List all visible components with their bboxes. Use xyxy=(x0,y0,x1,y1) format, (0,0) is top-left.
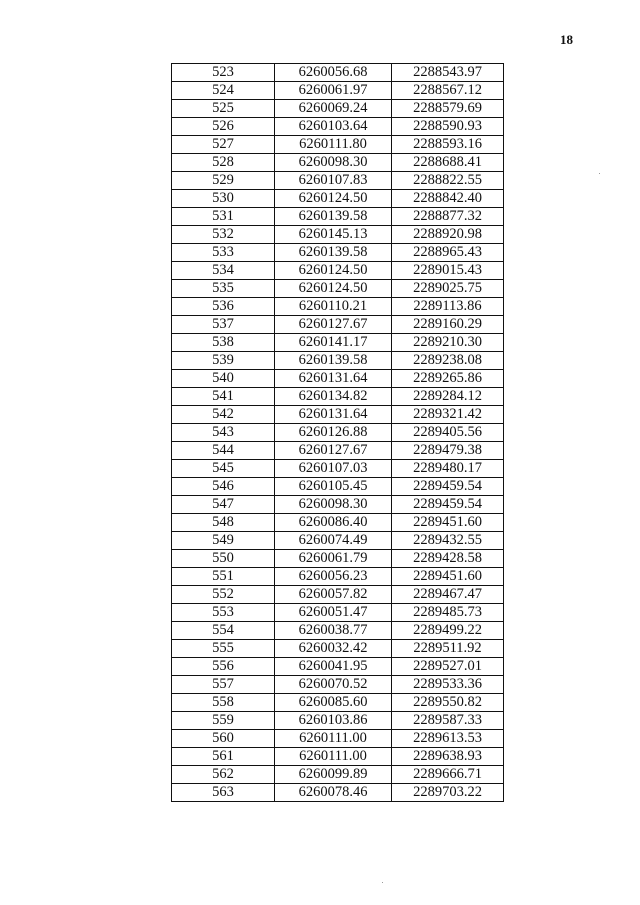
x-coordinate-cell: 6260070.52 xyxy=(275,676,392,694)
x-coordinate-cell: 6260061.79 xyxy=(275,550,392,568)
table-row xyxy=(172,550,504,568)
table-row xyxy=(172,406,504,424)
y-coordinate-cell: 2289587.33 xyxy=(392,712,504,730)
x-coordinate-cell: 6260086.40 xyxy=(275,514,392,532)
table-row xyxy=(172,316,504,334)
y-coordinate-cell: 2289015.43 xyxy=(392,262,504,280)
y-coordinate-cell: 2289480.17 xyxy=(392,460,504,478)
x-coordinate-cell: 6260141.17 xyxy=(275,334,392,352)
point-number-cell: 548 xyxy=(172,514,275,532)
table-row xyxy=(172,676,504,694)
x-coordinate-cell: 6260124.50 xyxy=(275,262,392,280)
y-coordinate-cell: 2288590.93 xyxy=(392,118,504,136)
y-coordinate-cell: 2289533.36 xyxy=(392,676,504,694)
x-coordinate-cell: 6260124.50 xyxy=(275,280,392,298)
point-number-cell: 562 xyxy=(172,766,275,784)
y-coordinate-cell: 2289499.22 xyxy=(392,622,504,640)
x-coordinate-cell: 6260051.47 xyxy=(275,604,392,622)
point-number-cell: 555 xyxy=(172,640,275,658)
x-coordinate-cell: 6260103.86 xyxy=(275,712,392,730)
point-number-cell: 537 xyxy=(172,316,275,334)
table-row xyxy=(172,658,504,676)
point-number-cell: 531 xyxy=(172,208,275,226)
x-coordinate-cell: 6260061.97 xyxy=(275,82,392,100)
point-number-cell: 559 xyxy=(172,712,275,730)
y-coordinate-cell: 2289703.22 xyxy=(392,784,504,802)
point-number-cell: 523 xyxy=(172,64,275,82)
x-coordinate-cell: 6260074.49 xyxy=(275,532,392,550)
y-coordinate-cell: 2289666.71 xyxy=(392,766,504,784)
x-coordinate-cell: 6260107.03 xyxy=(275,460,392,478)
table-row xyxy=(172,226,504,244)
x-coordinate-cell: 6260056.23 xyxy=(275,568,392,586)
y-coordinate-cell: 2289527.01 xyxy=(392,658,504,676)
table-row xyxy=(172,496,504,514)
table-row xyxy=(172,244,504,262)
scan-speck xyxy=(382,882,383,883)
x-coordinate-cell: 6260110.21 xyxy=(275,298,392,316)
scan-speck xyxy=(599,173,600,174)
table-row xyxy=(172,568,504,586)
table-row xyxy=(172,460,504,478)
point-number-cell: 553 xyxy=(172,604,275,622)
x-coordinate-cell: 6260127.67 xyxy=(275,442,392,460)
point-number-cell: 546 xyxy=(172,478,275,496)
point-number-cell: 560 xyxy=(172,730,275,748)
table-row xyxy=(172,388,504,406)
x-coordinate-cell: 6260126.88 xyxy=(275,424,392,442)
point-number-cell: 557 xyxy=(172,676,275,694)
y-coordinate-cell: 2289485.73 xyxy=(392,604,504,622)
x-coordinate-cell: 6260041.95 xyxy=(275,658,392,676)
y-coordinate-cell: 2289550.82 xyxy=(392,694,504,712)
table-row xyxy=(172,712,504,730)
x-coordinate-cell: 6260078.46 xyxy=(275,784,392,802)
table-row xyxy=(172,766,504,784)
table-row xyxy=(172,334,504,352)
x-coordinate-cell: 6260085.60 xyxy=(275,694,392,712)
table-row xyxy=(172,424,504,442)
point-number-cell: 530 xyxy=(172,190,275,208)
point-number-cell: 550 xyxy=(172,550,275,568)
table-row xyxy=(172,442,504,460)
point-number-cell: 542 xyxy=(172,406,275,424)
x-coordinate-cell: 6260111.80 xyxy=(275,136,392,154)
table-row xyxy=(172,586,504,604)
table-row xyxy=(172,784,504,802)
y-coordinate-cell: 2288920.98 xyxy=(392,226,504,244)
y-coordinate-cell: 2289405.56 xyxy=(392,424,504,442)
point-number-cell: 561 xyxy=(172,748,275,766)
table-row xyxy=(172,604,504,622)
y-coordinate-cell: 2288965.43 xyxy=(392,244,504,262)
table-row xyxy=(172,100,504,118)
table-row xyxy=(172,730,504,748)
table-row xyxy=(172,694,504,712)
y-coordinate-cell: 2289451.60 xyxy=(392,568,504,586)
table-row xyxy=(172,64,504,82)
y-coordinate-cell: 2289511.92 xyxy=(392,640,504,658)
x-coordinate-cell: 6260099.89 xyxy=(275,766,392,784)
y-coordinate-cell: 2289238.08 xyxy=(392,352,504,370)
point-number-cell: 552 xyxy=(172,586,275,604)
y-coordinate-cell: 2288543.97 xyxy=(392,64,504,82)
point-number-cell: 529 xyxy=(172,172,275,190)
x-coordinate-cell: 6260057.82 xyxy=(275,586,392,604)
point-number-cell: 525 xyxy=(172,100,275,118)
y-coordinate-cell: 2288688.41 xyxy=(392,154,504,172)
table-row xyxy=(172,280,504,298)
y-coordinate-cell: 2289459.54 xyxy=(392,478,504,496)
y-coordinate-cell: 2289451.60 xyxy=(392,514,504,532)
table-row xyxy=(172,208,504,226)
y-coordinate-cell: 2289265.86 xyxy=(392,370,504,388)
y-coordinate-cell: 2289467.47 xyxy=(392,586,504,604)
x-coordinate-cell: 6260098.30 xyxy=(275,154,392,172)
y-coordinate-cell: 2289321.42 xyxy=(392,406,504,424)
y-coordinate-cell: 2289428.58 xyxy=(392,550,504,568)
point-number-cell: 551 xyxy=(172,568,275,586)
x-coordinate-cell: 6260105.45 xyxy=(275,478,392,496)
point-number-cell: 533 xyxy=(172,244,275,262)
point-number-cell: 545 xyxy=(172,460,275,478)
point-number-cell: 532 xyxy=(172,226,275,244)
x-coordinate-cell: 6260069.24 xyxy=(275,100,392,118)
x-coordinate-cell: 6260111.00 xyxy=(275,748,392,766)
x-coordinate-cell: 6260139.58 xyxy=(275,208,392,226)
y-coordinate-cell: 2288877.32 xyxy=(392,208,504,226)
table-row xyxy=(172,154,504,172)
table-row xyxy=(172,370,504,388)
table-row xyxy=(172,532,504,550)
x-coordinate-cell: 6260131.64 xyxy=(275,406,392,424)
point-number-cell: 543 xyxy=(172,424,275,442)
table-row xyxy=(172,262,504,280)
point-number-cell: 536 xyxy=(172,298,275,316)
table-row xyxy=(172,514,504,532)
y-coordinate-cell: 2289638.93 xyxy=(392,748,504,766)
x-coordinate-cell: 6260124.50 xyxy=(275,190,392,208)
x-coordinate-cell: 6260139.58 xyxy=(275,244,392,262)
y-coordinate-cell: 2289613.53 xyxy=(392,730,504,748)
table-row xyxy=(172,748,504,766)
point-number-cell: 539 xyxy=(172,352,275,370)
y-coordinate-cell: 2289284.12 xyxy=(392,388,504,406)
point-number-cell: 544 xyxy=(172,442,275,460)
point-number-cell: 538 xyxy=(172,334,275,352)
point-number-cell: 540 xyxy=(172,370,275,388)
table-row xyxy=(172,136,504,154)
x-coordinate-cell: 6260038.77 xyxy=(275,622,392,640)
point-number-cell: 541 xyxy=(172,388,275,406)
point-number-cell: 547 xyxy=(172,496,275,514)
y-coordinate-cell: 2289479.38 xyxy=(392,442,504,460)
table-row xyxy=(172,478,504,496)
table-row xyxy=(172,298,504,316)
point-number-cell: 528 xyxy=(172,154,275,172)
table-row xyxy=(172,640,504,658)
y-coordinate-cell: 2289025.75 xyxy=(392,280,504,298)
y-coordinate-cell: 2289210.30 xyxy=(392,334,504,352)
x-coordinate-cell: 6260032.42 xyxy=(275,640,392,658)
point-number-cell: 554 xyxy=(172,622,275,640)
x-coordinate-cell: 6260107.83 xyxy=(275,172,392,190)
x-coordinate-cell: 6260127.67 xyxy=(275,316,392,334)
point-number-cell: 549 xyxy=(172,532,275,550)
x-coordinate-cell: 6260111.00 xyxy=(275,730,392,748)
x-coordinate-cell: 6260139.58 xyxy=(275,352,392,370)
table-row xyxy=(172,190,504,208)
x-coordinate-cell: 6260056.68 xyxy=(275,64,392,82)
y-coordinate-cell: 2288579.69 xyxy=(392,100,504,118)
point-number-cell: 535 xyxy=(172,280,275,298)
y-coordinate-cell: 2289113.86 xyxy=(392,298,504,316)
table-row xyxy=(172,352,504,370)
coordinates-table xyxy=(171,63,504,802)
y-coordinate-cell: 2288567.12 xyxy=(392,82,504,100)
coordinates-table-body xyxy=(172,64,504,802)
y-coordinate-cell: 2288593.16 xyxy=(392,136,504,154)
x-coordinate-cell: 6260145.13 xyxy=(275,226,392,244)
table-row xyxy=(172,622,504,640)
point-number-cell: 556 xyxy=(172,658,275,676)
x-coordinate-cell: 6260131.64 xyxy=(275,370,392,388)
point-number-cell: 526 xyxy=(172,118,275,136)
point-number-cell: 563 xyxy=(172,784,275,802)
table-row xyxy=(172,118,504,136)
table-row xyxy=(172,82,504,100)
y-coordinate-cell: 2289160.29 xyxy=(392,316,504,334)
y-coordinate-cell: 2288822.55 xyxy=(392,172,504,190)
y-coordinate-cell: 2289432.55 xyxy=(392,532,504,550)
point-number-cell: 524 xyxy=(172,82,275,100)
x-coordinate-cell: 6260098.30 xyxy=(275,496,392,514)
x-coordinate-cell: 6260134.82 xyxy=(275,388,392,406)
point-number-cell: 534 xyxy=(172,262,275,280)
table-row xyxy=(172,172,504,190)
x-coordinate-cell: 6260103.64 xyxy=(275,118,392,136)
point-number-cell: 558 xyxy=(172,694,275,712)
page-number: 18 xyxy=(560,32,573,47)
y-coordinate-cell: 2289459.54 xyxy=(392,496,504,514)
y-coordinate-cell: 2288842.40 xyxy=(392,190,504,208)
point-number-cell: 527 xyxy=(172,136,275,154)
